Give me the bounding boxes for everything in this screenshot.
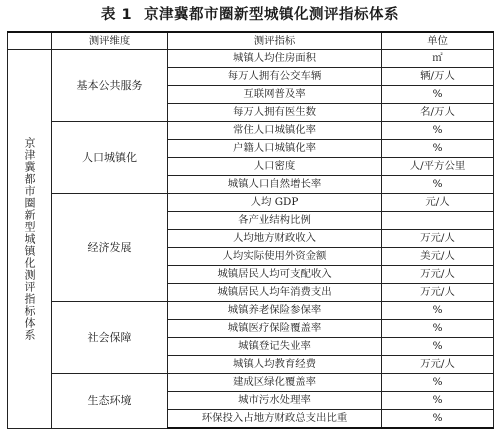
- indicator-cell: 城镇养老保险参保率: [168, 302, 382, 320]
- indicator-cell: 城镇医疗保险覆盖率: [168, 320, 382, 338]
- dimension-cell: 社会保障: [52, 302, 168, 374]
- unit-cell: %: [382, 302, 494, 320]
- indicator-cell: 各产业结构比例: [168, 212, 382, 230]
- unit-cell: 万元/人: [382, 230, 494, 248]
- indicator-cell: 常住人口城镇化率: [168, 122, 382, 140]
- unit-cell: 万元/人: [382, 284, 494, 302]
- table-caption: [0, 4, 500, 26]
- unit-cell: 人/平方公里: [382, 158, 494, 176]
- indicator-cell: 每万人拥有医生数: [168, 104, 382, 122]
- table-row: [8, 50, 494, 68]
- indicator-cell: 城镇人口自然增长率: [168, 176, 382, 194]
- header-dimension: 测评维度: [52, 32, 168, 50]
- unit-cell: 辆/万人: [382, 68, 494, 86]
- dimension-cell: 生态环境: [52, 374, 168, 429]
- indicator-cell: 城镇居民人均年消费支出: [168, 284, 382, 302]
- unit-cell: %: [382, 176, 494, 194]
- unit-cell: 美元/人: [382, 248, 494, 266]
- indicator-cell: 人均 GDP: [168, 194, 382, 212]
- indicator-cell: 建成区绿化覆盖率: [168, 374, 382, 392]
- unit-cell: %: [382, 392, 494, 410]
- table-row: [8, 374, 494, 392]
- unit-cell: 万元/人: [382, 356, 494, 374]
- unit-cell: %: [382, 122, 494, 140]
- dimension-cell: 基本公共服务: [52, 50, 168, 122]
- indicator-cell: 城镇居民人均可支配收入: [168, 266, 382, 284]
- header-indicator: 测评指标: [168, 32, 382, 50]
- indicator-cell: 互联网普及率: [168, 86, 382, 104]
- indicator-cell: 人口密度: [168, 158, 382, 176]
- header-row: [8, 32, 494, 50]
- indicator-cell: 城镇人均住房面积: [168, 50, 382, 68]
- indicator-table: [7, 31, 494, 429]
- table-body: [8, 50, 494, 429]
- overall-system-label: 京津冀都市圈新型城镇化测评指标体系: [8, 50, 52, 429]
- unit-cell: %: [382, 140, 494, 158]
- unit-cell: 元/人: [382, 194, 494, 212]
- unit-cell: ㎡: [382, 50, 494, 68]
- indicator-cell: 每万人拥有公交车辆: [168, 68, 382, 86]
- indicator-cell: 人均实际使用外资金额: [168, 248, 382, 266]
- unit-cell: %: [382, 410, 494, 429]
- unit-cell: %: [382, 320, 494, 338]
- indicator-cell: 城市污水处理率: [168, 392, 382, 410]
- table-row: [8, 122, 494, 140]
- table-title: 京津冀都市圈新型城镇化测评指标体系: [144, 7, 400, 23]
- unit-cell: [382, 212, 494, 230]
- indicator-cell: 人均地方财政收入: [168, 230, 382, 248]
- unit-cell: 万元/人: [382, 266, 494, 284]
- dimension-cell: 人口城镇化: [52, 122, 168, 194]
- indicator-cell: 环保投入占地方财政总支出比重: [168, 410, 382, 429]
- table-row: [8, 194, 494, 212]
- unit-cell: %: [382, 86, 494, 104]
- table-row: [8, 302, 494, 320]
- unit-cell: 名/万人: [382, 104, 494, 122]
- indicator-cell: 户籍人口城镇化率: [168, 140, 382, 158]
- header-overall: [8, 32, 52, 50]
- unit-cell: %: [382, 338, 494, 356]
- header-unit: 单位: [382, 32, 494, 50]
- indicator-cell: 城镇登记失业率: [168, 338, 382, 356]
- indicator-cell: 城镇人均教育经费: [168, 356, 382, 374]
- unit-cell: %: [382, 374, 494, 392]
- dimension-cell: 经济发展: [52, 194, 168, 302]
- table-number: 表 1: [100, 7, 133, 23]
